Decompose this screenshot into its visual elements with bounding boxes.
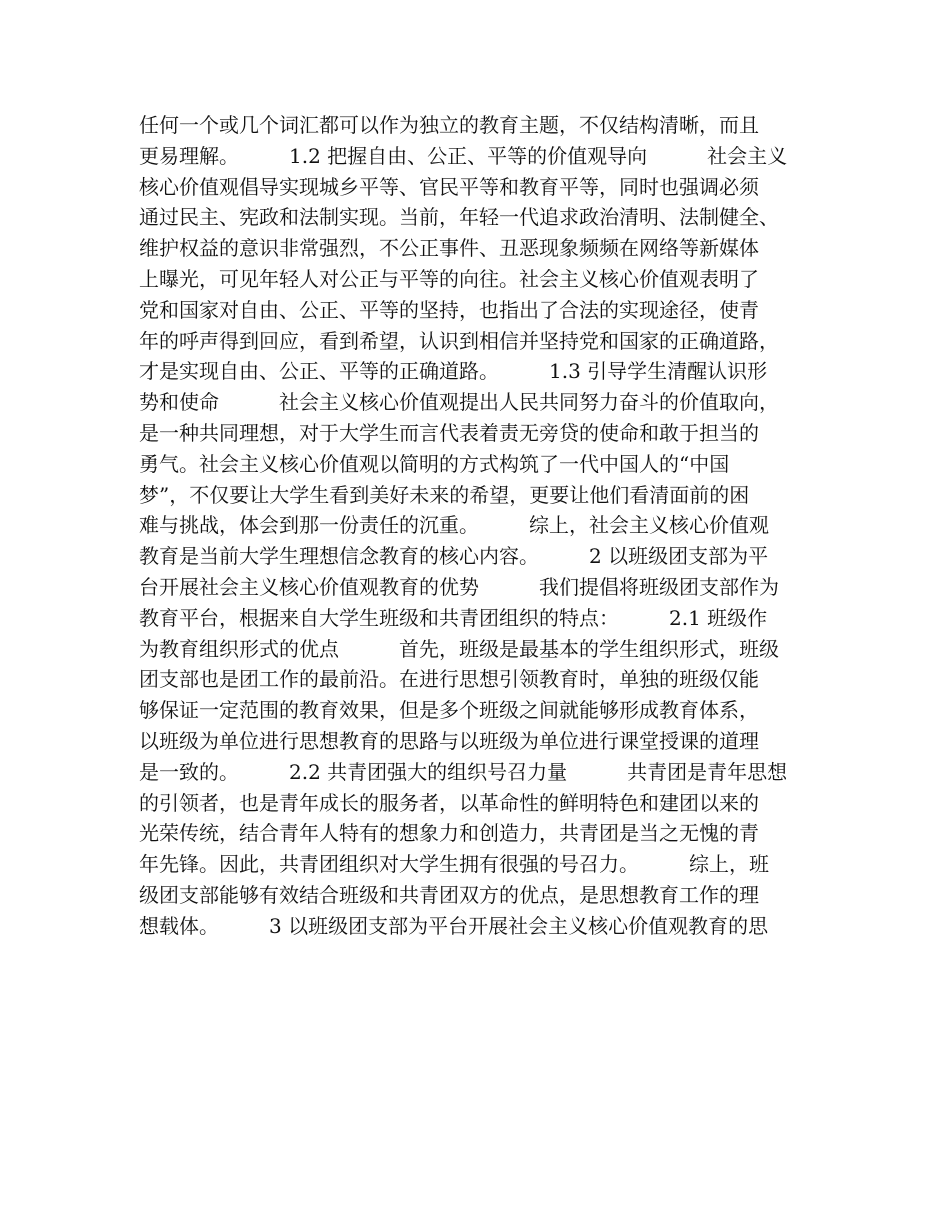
text-line: 是一种共同理想，对于大学生而言代表着责无旁贷的使命和敢于担当的	[139, 420, 759, 445]
text-line: 维护权益的意识非常强烈，不公正事件、丑恶现象频频在网络等新媒体	[139, 236, 759, 261]
text-line: 为教育组织形式的优点 首先，班级是最基本的学生组织形式，班级	[139, 636, 779, 661]
text-line: 才是实现自由、公正、平等的正确道路。 1.3 引导学生清醒认识形	[139, 359, 768, 384]
text-line: 的引领者，也是青年成长的服务者，以革命性的鲜明特色和建团以来的	[139, 790, 759, 815]
text-line: 以班级为单位进行思想教育的思路与以班级为单位进行课堂授课的道理	[139, 728, 759, 753]
text-line: 年先锋。因此，共青团组织对大学生拥有很强的号召力。 综上，班	[139, 852, 769, 877]
text-line: 势和使命 社会主义核心价值观提出人民共同努力奋斗的价值取向，	[139, 390, 779, 415]
text-line: 教育是当前大学生理想信念教育的核心内容。 2 以班级团支部为平	[139, 544, 769, 569]
text-line: 上曝光，可见年轻人对公正与平等的向往。社会主义核心价值观表明了	[139, 266, 759, 291]
text-line: 任何一个或几个词汇都可以作为独立的教育主题，不仅结构清晰，而且	[139, 113, 759, 137]
text-line: 想载体。 3 以班级团支部为平台开展社会主义核心价值观教育的思	[139, 913, 769, 938]
text-line: 是一致的。 2.2 共青团强大的组织号召力量 共青团是青年思想	[139, 759, 788, 784]
text-line: 梦”，不仅要让大学生看到美好未来的希望，更要让他们看清面前的困	[139, 482, 750, 507]
text-line: 够保证一定范围的教育效果，但是多个班级之间就能够形成教育体系，	[139, 698, 759, 723]
text-line: 党和国家对自由、公正、平等的坚持，也指出了合法的实现途径，使青	[139, 297, 759, 322]
text-line: 教育平台，根据来自大学生班级和共青团组织的特点： 2.1 班级作	[139, 605, 768, 630]
text-line: 勇气。社会主义核心价值观以简明的方式构筑了一代中国人的“中国	[139, 451, 730, 476]
text-line: 光荣传统，结合青年人特有的想象力和创造力，共青团是当之无愧的青	[139, 821, 759, 846]
text-line: 台开展社会主义核心价值观教育的优势 我们提倡将班级团支部作为	[139, 574, 779, 599]
text-line: 难与挑战，体会到那一份责任的沉重。 综上，社会主义核心价值观	[139, 513, 769, 538]
text-line: 年的呼声得到回应，看到希望，认识到相信并坚持党和国家的正确道路，	[139, 328, 779, 353]
text-line: 级团支部能够有效结合班级和共青团双方的优点，是思想教育工作的理	[139, 882, 759, 907]
text-line: 团支部也是团工作的最前沿。在进行思想引领教育时，单独的班级仅能	[139, 667, 759, 692]
body-text	[139, 110, 819, 942]
text-line: 通过民主、宪政和法制实现。当前，年轻一代追求政治清明、法制健全、	[139, 205, 779, 230]
text-line: 更易理解。 1.2 把握自由、公正、平等的价值观导向 社会主义	[139, 143, 788, 168]
text-line: 核心价值观倡导实现城乡平等、官民平等和教育平等，同时也强调必须	[139, 174, 759, 199]
